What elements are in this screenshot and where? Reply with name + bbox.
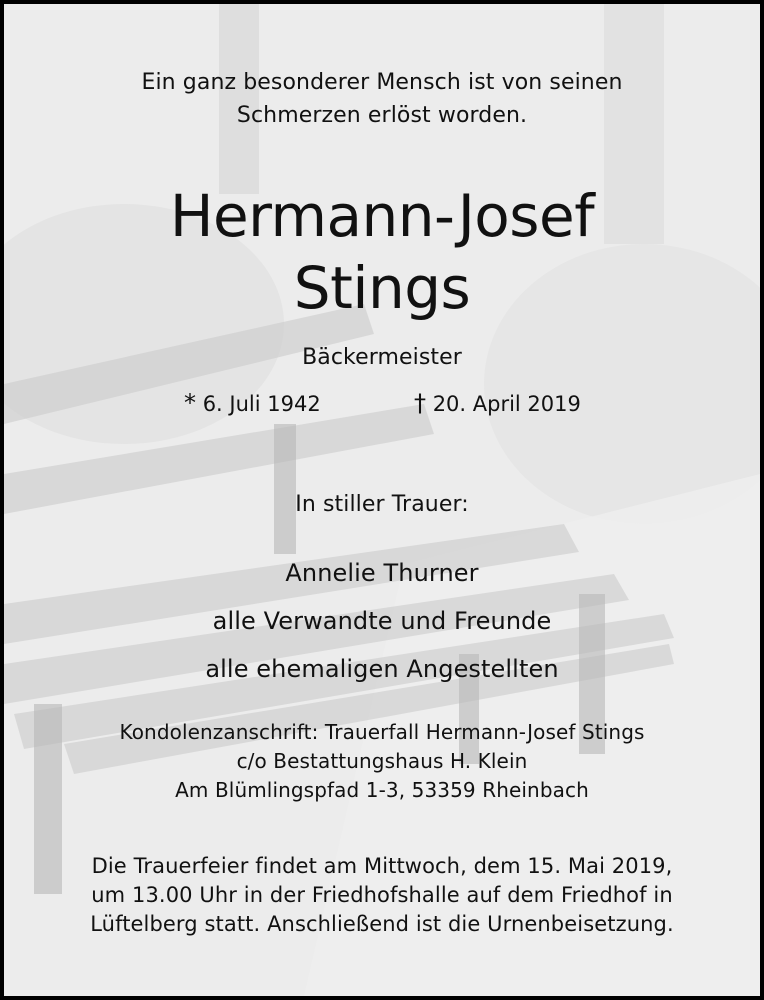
mourner: alle Verwandte und Freunde — [212, 607, 552, 635]
ceremony-line: Die Trauerfeier findet am Mittwoch, dem 15. Mai 2019, — [91, 854, 673, 878]
birth-star-icon: * — [184, 389, 196, 417]
death-date-text: 20. April 2019 — [432, 392, 581, 416]
first-name: Hermann-Josef — [169, 182, 595, 250]
intro-line: Ein ganz besonderer Mensch ist von seinen — [141, 70, 623, 95]
mourner: Annelie Thurner — [285, 559, 479, 587]
intro-text — [4, 66, 760, 132]
ceremony-line: um 13.00 Uhr in der Friedhofshalle auf dem Friedhof in — [91, 883, 673, 907]
death-date — [414, 389, 581, 417]
condolence-address — [4, 718, 760, 805]
last-name: Stings — [293, 254, 471, 322]
obituary-content — [4, 4, 760, 996]
deceased-name — [4, 180, 760, 324]
mourners-list — [4, 549, 760, 693]
birth-date-text: 6. Juli 1942 — [202, 392, 321, 416]
condolence-line: Am Blümlingspfad 1-3, 53359 Rheinbach — [175, 778, 589, 802]
condolence-line: c/o Bestattungshaus H. Klein — [236, 749, 528, 773]
mourning-heading: In stiller Trauer: — [295, 492, 469, 517]
mourner: alle ehemaligen Angestellten — [205, 655, 559, 683]
death-cross-icon: † — [414, 389, 426, 417]
ceremony-line: Lüftelberg statt. Anschließend ist die Urnenbeisetzung. — [90, 912, 674, 936]
life-dates — [4, 389, 760, 419]
profession: Bäckermeister — [302, 345, 462, 370]
birth-date — [184, 389, 321, 417]
ceremony-info — [4, 852, 760, 939]
condolence-line: Kondolenzanschrift: Trauerfall Hermann-Josef Stings — [119, 720, 645, 744]
intro-line: Schmerzen erlöst worden. — [236, 103, 528, 128]
